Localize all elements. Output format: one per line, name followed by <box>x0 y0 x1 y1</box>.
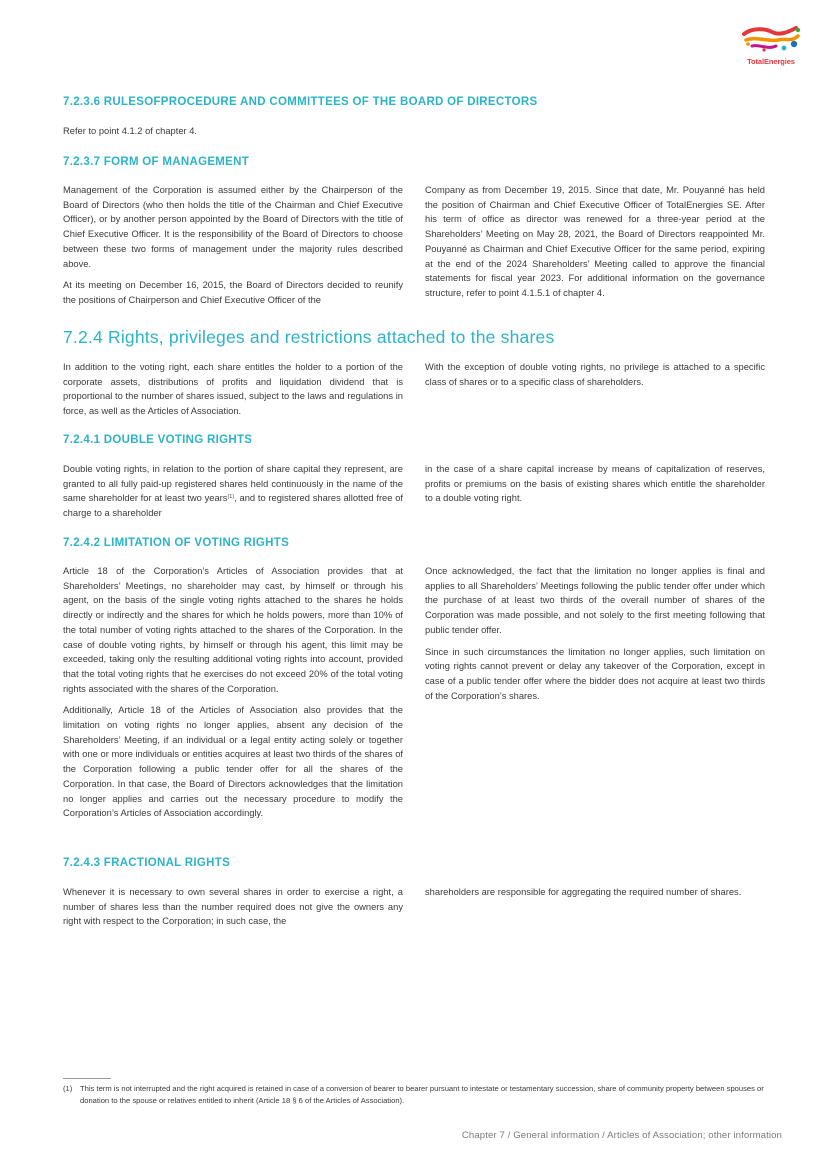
paragraph: Article 18 of the Corporation’s Articles of Association provides that at Shareholders’ Meetings, no shareholder may cast, by himself or through his agent, on the basis of the single voting rights attached to the shares he holds directly or indirectly and the shares for which he holds powers, more than 10% of the total number of voting rights attached to the shares of the Corporation. In the case of double voting rights, by himself or through his agent, this limit may be exceeded, taking only the resulting additional voting rights into account, provided that the total voting rights that he exercises do not exceed 20% of the total voting rights associated with the shares of the Corporation. <box>63 566 403 694</box>
left-column-7237 <box>63 183 403 315</box>
right-column-7243 <box>425 885 765 907</box>
section-heading-7236: 7.2.3.6 RULESOFPROCEDURE AND COMMITTEES OF THE BOARD OF DIRECTORS <box>63 96 538 108</box>
paragraph: Additionally, Article 18 of the Articles of Association also provides that the limitation on voting rights no longer applies, absent any decision of the Shareholders’ Meeting, if an individual or a legal entity acting solely or together with one or more individuals or entities acquires at least two thirds of the shares of the Corporation following a public tender offer for all the shares of the Corporation. In that case, the Board of Directors acknowledges that the limitation no longer applies and carries out the necessary procedure to modify the Corporation’s Articles of Association accordingly. <box>63 705 403 819</box>
right-column-7241 <box>425 462 765 513</box>
paragraph: Whenever it is necessary to own several shares in order to exercise a right, a number of shares less than the number required does not give the owners any right with respect to the Corporation; in such case, the <box>63 887 403 927</box>
section-heading-7243: 7.2.4.3 FRACTIONAL RIGHTS <box>63 857 231 869</box>
paragraph: At its meeting on December 16, 2015, the Board of Directors decided to reunify the positions of Chairperson and Chief Executive Officer of the <box>63 280 403 305</box>
left-column-724 <box>63 360 403 426</box>
left-column-7243 <box>63 885 403 936</box>
paragraph: shareholders are responsible for aggregating the required number of shares. <box>425 887 742 897</box>
right-column-7242 <box>425 564 765 710</box>
section-heading-7241: 7.2.4.1 DOUBLE VOTING RIGHTS <box>63 434 253 446</box>
paragraph: Since in such circumstances the limitation no longer applies, such limitation on voting rights cannot prevent or delay any takeover of the Corporation, except in case of a public tender offer where the bidder does not acquire at least two thirds of the Corporation’s shares. <box>425 646 765 701</box>
section-heading-724: 7.2.4 Rights, privileges and restrictions attached to the shares <box>63 327 555 347</box>
paragraph: With the exception of double voting rights, no privilege is attached to a specific class of shares or to a specific class of shareholders. <box>425 362 765 387</box>
footnote <box>63 1083 765 1106</box>
paragraph: Double voting rights, in relation to the portion of share capital they represent, are granted to all fully paid-up registered shares held continuously in the name of the same shareholder for at least two years$^{(1)}$, and to registered shares allotted free of charge to a shareholder <box>63 464 403 519</box>
left-column-7241 <box>63 462 403 528</box>
right-column-724 <box>425 360 765 396</box>
brand-name: TotalEnergies <box>747 57 795 66</box>
paragraph: in the case of a share capital increase by means of capitalization of reserves, profits or premiums on the basis of existing shares which entitle the shareholder to a double voting right. <box>425 464 765 504</box>
paragraph: In addition to the voting right, each share entitles the holder to a portion of the corporate assets, distributions of profits and liquidation dividend that is proportional to the number of shares issued, subject to the laws and regulations in force, as well as the Articles of Association. <box>63 362 403 417</box>
footnote-ref[interactable]: (1) <box>227 494 235 501</box>
paragraph: Management of the Corporation is assumed either by the Chairperson of the Board of Directors (who then holds the title of the Chairman and Chief Executive Officer), or by another person appointed by the Board of Directors with the title of Chief Executive Officer. It is the responsibility of the Board of Directors to choose between these two forms of management under the majority rules described above. <box>63 185 403 269</box>
left-column-7242 <box>63 564 403 828</box>
section-heading-7242: 7.2.4.2 LIMITATION OF VOTING RIGHTS <box>63 537 290 549</box>
page-footer: Chapter 7 / General information / Articles of Association; other information <box>461 1130 782 1141</box>
paragraph: Company as from December 19, 2015. Since that date, Mr. Pouyanné has held the position of Chairman and Chief Executive Officer of TotalEnergies SE. After his term of office as director was renewed for a three-year period at the Shareholders’ Meeting on May 28, 2021, the Board of Directors reappointed Mr. Pouyanné as Chairman and Chief Executive Officer for the same period, expiring at the end of the 2024 Shareholders’ Meeting called to approve the financial statements for fiscal year 2023. For additional information on the governance structure, refer to point 4.1.5.1 of chapter 4. <box>425 185 765 298</box>
right-column-7237 <box>425 183 765 308</box>
paragraph: Once acknowledged, the fact that the limitation no longer applies is final and applies to all Shareholders’ Meetings following the public tender offer under which the purchase of at least two thirds of the overall number of shares of the Corporation was made possible, and not solely to the first meeting following that public tender offer. <box>425 566 765 635</box>
section-text-7236: Refer to point 4.1.2 of chapter 4. <box>63 126 198 136</box>
section-heading-7237: 7.2.3.7 FORM OF MANAGEMENT <box>63 156 250 168</box>
footnote-number: (1) <box>63 1084 73 1093</box>
footnote-divider <box>63 1078 111 1079</box>
footnote-text: This term is not interrupted and the right acquired is retained in case of a conversion of bearer to bearer pursuant to intestate or testamentary succession, share of community property between spouses or donation to the spouse or relatives entitled to inherit (Article 18 § 6 of the Articles of Association). <box>80 1084 764 1105</box>
